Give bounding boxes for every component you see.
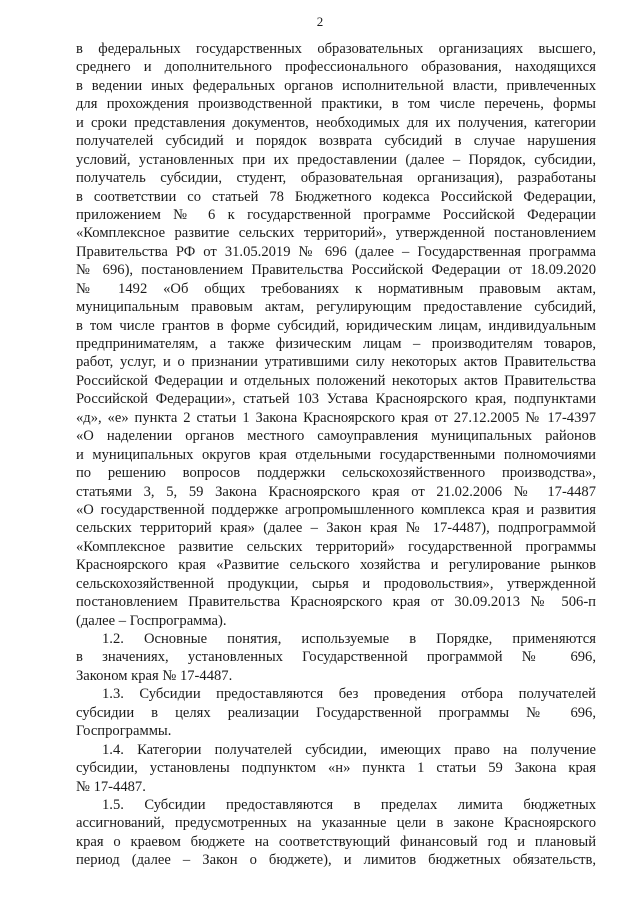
text-line: № 17-4487. <box>76 778 146 795</box>
text-line: по решению вопросов поддержки сельскохозяйственного производства», <box>76 465 596 482</box>
text-line: Красноярского края «Развитие сельского хозяйства и регулирование рынков <box>76 557 596 574</box>
text-line: предпринимателям, а также физическим лицам – производителям товаров, <box>76 336 596 352</box>
text-line: субсидии, установлены подпунктом «н» пункта 1 статьи 59 Закона края <box>76 760 596 777</box>
text-line: получатель субсидии, студент, образовательная организация), разработаны <box>76 170 596 187</box>
text-line: для прохождения производственной практики, в том числе перечень, формы <box>76 96 596 113</box>
text-line: 1.4. Категории получателей субсидии, имеющих право на получение <box>102 741 596 758</box>
text-line: муниципальным правовым актам, регулирующим предоставление субсидий, <box>76 299 596 316</box>
text-line: в том числе грантов в форме субсидий, юридическим лицам, индивидуальным <box>76 317 596 334</box>
text-line: «д», «е» пункта 2 статьи 1 Закона Красноярского края от 27.12.2005 № 17-4397 <box>76 409 596 426</box>
text-line: № 696), постановлением Правительства Российской Федерации от 18.09.2020 <box>76 262 596 279</box>
text-line: 1.2. Основные понятия, используемые в Порядке, применяются <box>102 631 596 647</box>
text-line: и муниципальных округов края отдельными государственными полномочиями <box>76 446 596 463</box>
text-line: Российской Федерации и отдельных положений некоторых актов Правительства <box>76 372 596 389</box>
text-line: приложением № 6 к государственной программе Российской Федерации <box>76 206 596 223</box>
text-line: Правительства РФ от 31.05.2019 № 696 (далее – Государственная программа <box>76 243 596 260</box>
text-line: «Комплексное развитие сельских территорий» государственной программы <box>76 538 596 555</box>
text-line: период (далее – Закон о бюджете), и лимитов бюджетных обязательств, <box>76 852 596 869</box>
text-line: условий, установленных при их предоставлении (далее – Порядок, субсидии, <box>76 151 596 168</box>
text-line: Госпрограммы. <box>76 723 172 740</box>
text-line: и сроки представления документов, необходимых для их получения, категории <box>76 114 596 131</box>
text-line: Российской Федерации», статьей 103 Устава Красноярского края, подпунктами <box>76 391 596 408</box>
text-line: в соответствии со статьей 78 Бюджетного кодекса Российской Федерации, <box>76 188 596 205</box>
text-line: постановлением Правительства Красноярского края от 30.09.2013 № 506-п <box>76 594 596 611</box>
text-line: в ведении иных федеральных органов исполнительной власти, привлеченных <box>76 77 596 94</box>
text-line: (далее – Госпрограмма). <box>76 612 227 629</box>
text-line: статьями 3, 5, 59 Закона Красноярского края от 21.02.2006 № 17-4487 <box>76 483 596 500</box>
text-line: края о краевом бюджете на соответствующий финансовый год и плановый <box>76 833 596 850</box>
text-line: «О государственной поддержке агропромышленного комплекса края и развития <box>76 501 596 518</box>
text-line: «Комплексное развитие сельских территорий», утвержденной постановлением <box>76 225 596 242</box>
text-line: «О наделении органов местного самоуправления муниципальных районов <box>76 428 596 445</box>
text-line: Законом края № 17-4487. <box>76 667 233 684</box>
text-line: среднего и дополнительного профессионального образования, находящихся <box>76 59 596 76</box>
text-line: в значениях, установленных Государственной программой № 696, <box>76 649 596 666</box>
text-line: сельских территорий края» (далее – Закон края № 17-4487), подпрограммой <box>76 520 596 537</box>
text-line: сельскохозяйственной продукции, сырья и продовольствия», утвержденной <box>76 575 596 592</box>
text-line: работ, услуг, и о признании утратившими силу некоторых актов Правительства <box>76 354 596 371</box>
text-line: 1.3. Субсидии предоставляются без проведения отбора получателей <box>102 686 596 703</box>
text-line: в федеральных государственных образовательных организациях высшего, <box>76 41 596 57</box>
document-body <box>76 40 596 870</box>
text-line: № 1492 «Об общих требованиях к нормативным правовым актам, <box>76 280 596 297</box>
text-line: ассигнований, предусмотренных на указанные цели в законе Красноярского <box>76 815 596 832</box>
text-line: 1.5. Субсидии предоставляются в пределах лимита бюджетных <box>102 796 596 813</box>
text-line: субсидии в целях реализации Государственной программы № 696, <box>76 704 596 721</box>
page-number: 2 <box>316 14 324 29</box>
text-line: получателей субсидий и порядок возврата субсидий в случае нарушения <box>76 133 596 150</box>
